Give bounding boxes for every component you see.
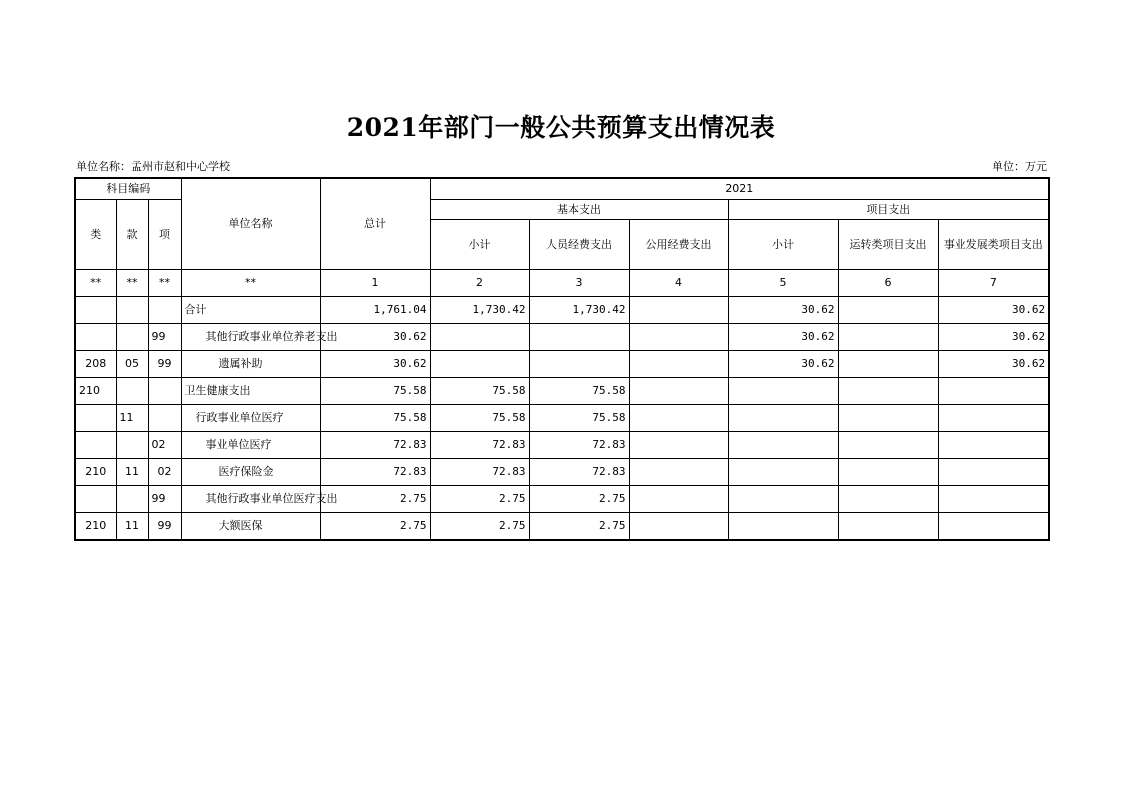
cell-total: 72.83 <box>320 458 430 485</box>
cell-project-subtotal: 30.62 <box>728 350 838 377</box>
index-cell: ** <box>75 269 116 296</box>
header-operating-project: 运转类项目支出 <box>838 219 938 269</box>
header-public-funds: 公用经费支出 <box>629 219 728 269</box>
cell-personnel: 72.83 <box>529 431 629 458</box>
table-body <box>75 296 1049 540</box>
cell-project-subtotal: 30.62 <box>728 323 838 350</box>
table-row <box>75 458 1049 485</box>
cell-total: 72.83 <box>320 431 430 458</box>
cell-personnel: 75.58 <box>529 404 629 431</box>
cell-kuan <box>116 323 148 350</box>
table-row <box>75 485 1049 512</box>
cell-name: 其他行政事业单位养老支出 <box>181 323 320 350</box>
table-row <box>75 512 1049 540</box>
cell-public <box>629 458 728 485</box>
cell-project-subtotal <box>728 431 838 458</box>
cell-development <box>938 485 1049 512</box>
index-row <box>75 269 1049 296</box>
unit-name-label: 单位名称：孟州市赵和中心学校 <box>76 160 230 173</box>
header-unit-name: 单位名称 <box>181 178 320 269</box>
cell-xiang: 99 <box>148 485 181 512</box>
cell-name: 卫生健康支出 <box>181 377 320 404</box>
cell-kuan <box>116 485 148 512</box>
cell-xiang <box>148 296 181 323</box>
header-kuan: 款 <box>116 199 148 269</box>
cell-lei <box>75 431 116 458</box>
cell-project-subtotal <box>728 377 838 404</box>
cell-public <box>629 377 728 404</box>
table-row <box>75 404 1049 431</box>
cell-kuan <box>116 377 148 404</box>
index-cell: ** <box>181 269 320 296</box>
header-development-project: 事业发展类项目支出 <box>938 219 1049 269</box>
table-row <box>75 296 1049 323</box>
cell-name: 事业单位医疗 <box>181 431 320 458</box>
cell-lei: 208 <box>75 350 116 377</box>
cell-development <box>938 431 1049 458</box>
cell-xiang: 02 <box>148 431 181 458</box>
header-year: 2021 <box>430 178 1049 199</box>
cell-lei: 210 <box>75 458 116 485</box>
budget-table <box>74 177 1050 541</box>
cell-personnel: 72.83 <box>529 458 629 485</box>
cell-basic-subtotal: 2.75 <box>430 512 529 540</box>
cell-project-subtotal <box>728 458 838 485</box>
cell-total: 2.75 <box>320 512 430 540</box>
cell-development <box>938 404 1049 431</box>
cell-total: 75.58 <box>320 377 430 404</box>
cell-operating <box>838 377 938 404</box>
cell-basic-subtotal: 75.58 <box>430 404 529 431</box>
cell-project-subtotal: 30.62 <box>728 296 838 323</box>
cell-basic-subtotal <box>430 323 529 350</box>
cell-basic-subtotal <box>430 350 529 377</box>
cell-name: 其他行政事业单位医疗支出 <box>181 485 320 512</box>
cell-xiang: 99 <box>148 350 181 377</box>
cell-name: 合计 <box>181 296 320 323</box>
cell-public <box>629 296 728 323</box>
cell-xiang <box>148 404 181 431</box>
cell-personnel: 1,730.42 <box>529 296 629 323</box>
cell-kuan: 11 <box>116 458 148 485</box>
cell-basic-subtotal: 72.83 <box>430 431 529 458</box>
cell-kuan: 11 <box>116 512 148 540</box>
cell-operating <box>838 404 938 431</box>
cell-public <box>629 350 728 377</box>
cell-total: 1,761.04 <box>320 296 430 323</box>
cell-operating <box>838 431 938 458</box>
index-cell: ** <box>148 269 181 296</box>
cell-personnel <box>529 323 629 350</box>
table-row <box>75 431 1049 458</box>
cell-operating <box>838 512 938 540</box>
table-row <box>75 377 1049 404</box>
cell-development: 30.62 <box>938 323 1049 350</box>
cell-operating <box>838 485 938 512</box>
table-row <box>75 350 1049 377</box>
cell-total: 30.62 <box>320 323 430 350</box>
cell-public <box>629 485 728 512</box>
index-cell: 2 <box>430 269 529 296</box>
cell-project-subtotal <box>728 404 838 431</box>
cell-total: 30.62 <box>320 350 430 377</box>
header-project-subtotal: 小计 <box>728 219 838 269</box>
cell-lei: 210 <box>75 377 116 404</box>
unit-label: 单位：万元 <box>992 160 1047 173</box>
cell-kuan: 11 <box>116 404 148 431</box>
index-cell: 3 <box>529 269 629 296</box>
table-header <box>75 178 1049 296</box>
cell-name: 行政事业单位医疗 <box>181 404 320 431</box>
cell-kuan <box>116 296 148 323</box>
cell-kuan <box>116 431 148 458</box>
cell-development <box>938 458 1049 485</box>
header-xiang: 项 <box>148 199 181 269</box>
cell-operating <box>838 323 938 350</box>
cell-kuan: 05 <box>116 350 148 377</box>
header-personnel: 人员经费支出 <box>529 219 629 269</box>
cell-basic-subtotal: 72.83 <box>430 458 529 485</box>
cell-lei <box>75 485 116 512</box>
index-cell: 5 <box>728 269 838 296</box>
cell-name: 遗属补助 <box>181 350 320 377</box>
cell-personnel: 2.75 <box>529 485 629 512</box>
cell-operating <box>838 458 938 485</box>
header-project-expense: 项目支出 <box>728 199 1049 219</box>
cell-public <box>629 512 728 540</box>
cell-public <box>629 404 728 431</box>
cell-basic-subtotal: 75.58 <box>430 377 529 404</box>
index-cell: ** <box>116 269 148 296</box>
cell-development <box>938 512 1049 540</box>
cell-operating <box>838 296 938 323</box>
header-basic-expense: 基本支出 <box>430 199 728 219</box>
cell-total: 2.75 <box>320 485 430 512</box>
index-cell: 6 <box>838 269 938 296</box>
cell-personnel: 2.75 <box>529 512 629 540</box>
cell-development: 30.62 <box>938 350 1049 377</box>
cell-development: 30.62 <box>938 296 1049 323</box>
cell-personnel <box>529 350 629 377</box>
cell-xiang: 99 <box>148 323 181 350</box>
header-lei: 类 <box>75 199 116 269</box>
cell-basic-subtotal: 2.75 <box>430 485 529 512</box>
cell-lei <box>75 296 116 323</box>
cell-public <box>629 431 728 458</box>
cell-personnel: 75.58 <box>529 377 629 404</box>
cell-xiang <box>148 377 181 404</box>
header-subject-code: 科目编码 <box>75 178 181 199</box>
cell-lei <box>75 323 116 350</box>
cell-operating <box>838 350 938 377</box>
cell-total: 75.58 <box>320 404 430 431</box>
header-basic-subtotal: 小计 <box>430 219 529 269</box>
cell-public <box>629 323 728 350</box>
cell-name: 医疗保险金 <box>181 458 320 485</box>
cell-name: 大额医保 <box>181 512 320 540</box>
index-cell: 7 <box>938 269 1049 296</box>
cell-project-subtotal <box>728 512 838 540</box>
index-cell: 4 <box>629 269 728 296</box>
cell-project-subtotal <box>728 485 838 512</box>
table-row <box>75 323 1049 350</box>
cell-xiang: 02 <box>148 458 181 485</box>
cell-lei: 210 <box>75 512 116 540</box>
cell-xiang: 99 <box>148 512 181 540</box>
cell-basic-subtotal: 1,730.42 <box>430 296 529 323</box>
page-title: 2021年部门一般公共预算支出情况表 <box>346 113 776 142</box>
header-total: 总计 <box>320 178 430 269</box>
cell-development <box>938 377 1049 404</box>
cell-lei <box>75 404 116 431</box>
index-cell: 1 <box>320 269 430 296</box>
